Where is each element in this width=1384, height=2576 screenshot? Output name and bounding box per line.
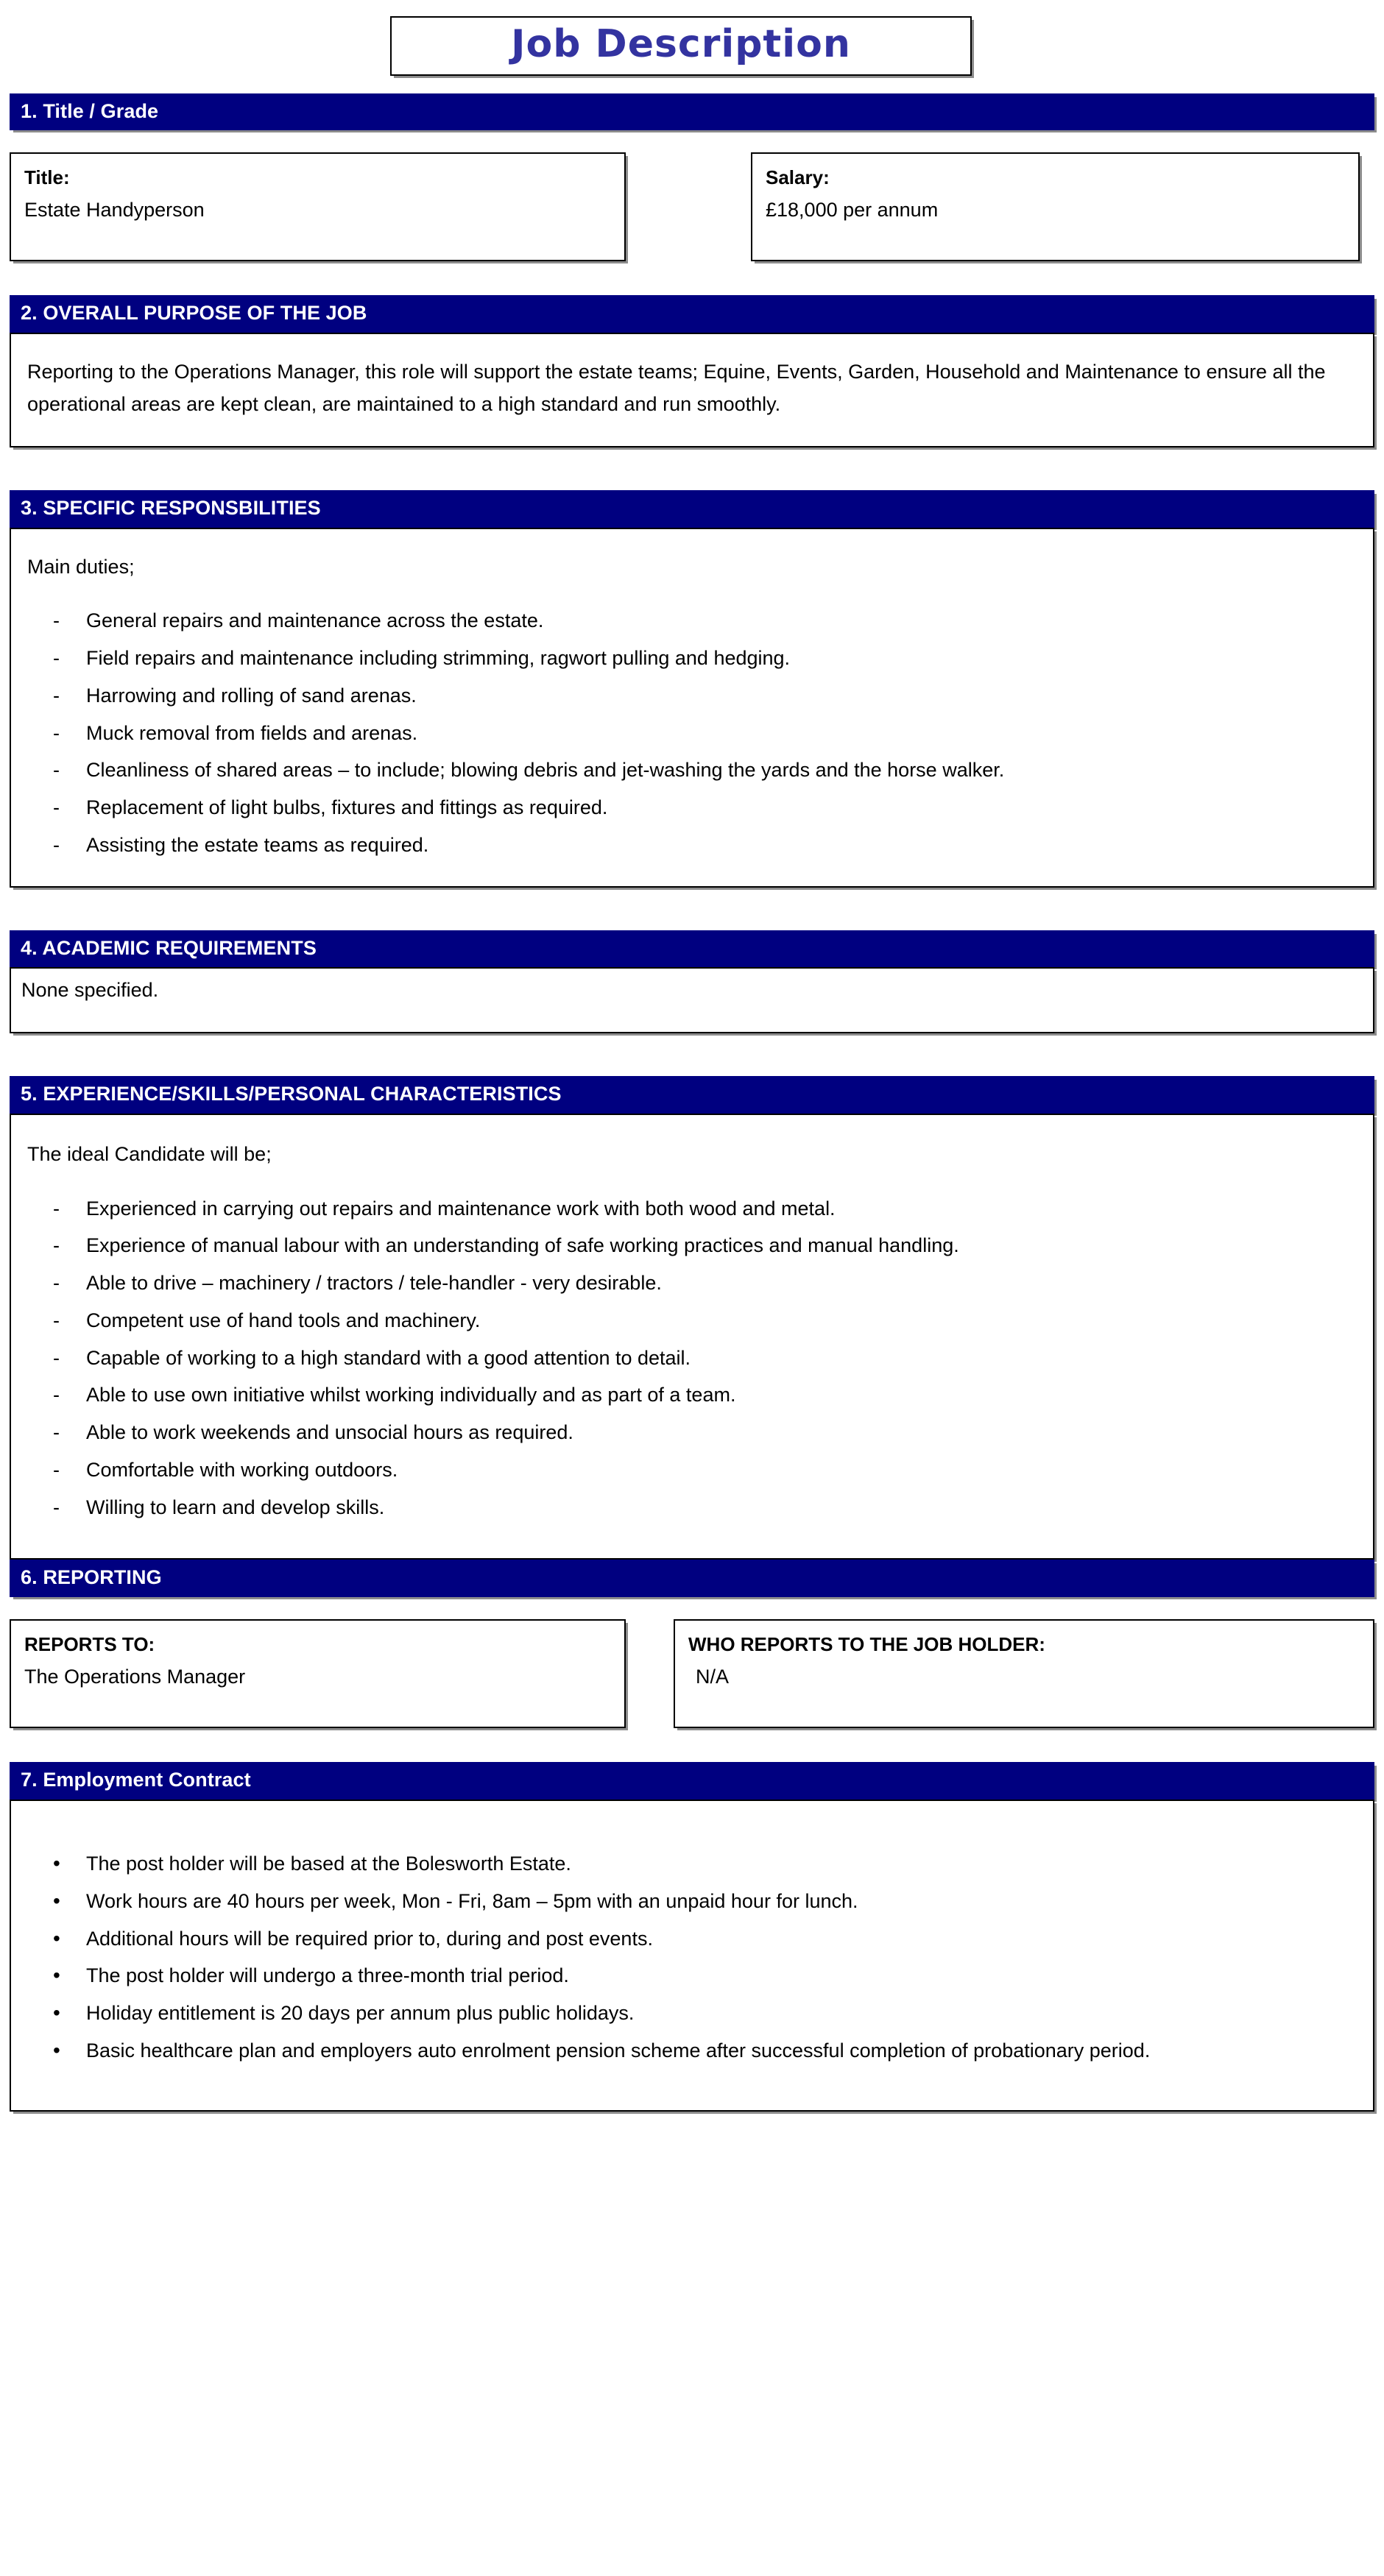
list-item: • Holiday entitlement is 20 days per annum plus public holidays. xyxy=(27,1998,1357,2030)
salary-field-box xyxy=(751,152,1360,261)
reports-to-label: REPORTS TO: xyxy=(24,1633,155,1656)
page-title: Job Description xyxy=(511,22,851,66)
spacer xyxy=(0,1033,1384,1076)
overall-purpose-text: Reporting to the Operations Manager, this role will support the estate teams; Equine, Events, Garden, Household and Maintenance to ensure all the operational areas are kept clean, are maintained to a high standard and run smoothly. xyxy=(27,361,1326,416)
responsibilities-list xyxy=(27,605,1357,861)
spacer xyxy=(0,130,1384,152)
salary-field-label: Salary: xyxy=(766,166,830,189)
list-item: • Work hours are 40 hours per week, Mon - Fri, 8am – 5pm with an unpaid hour for lunch. xyxy=(27,1886,1357,1918)
list-item: - Competent use of hand tools and machinery. xyxy=(27,1305,1357,1337)
section-heading-2-overall-purpose: 2. OVERALL PURPOSE OF THE JOB xyxy=(10,295,1374,333)
list-item: - Able to work weekends and unsocial hours as required. xyxy=(27,1417,1357,1449)
document-title-container xyxy=(0,0,1384,93)
experience-skills-box xyxy=(10,1114,1374,1560)
reporting-row xyxy=(10,1619,1374,1728)
spacer xyxy=(0,1597,1384,1619)
who-reports-to-job-holder-box xyxy=(674,1619,1374,1728)
list-item: - Willing to learn and develop skills. xyxy=(27,1492,1357,1524)
section-heading-1-title-grade: 1. Title / Grade xyxy=(10,93,1374,131)
document-title-box xyxy=(390,16,972,76)
list-item: - Assisting the estate teams as required. xyxy=(27,829,1357,862)
list-item: • The post holder will undergo a three-month trial period. xyxy=(27,1960,1357,1992)
experience-list xyxy=(27,1193,1357,1524)
section-heading-7-employment-contract: 7. Employment Contract xyxy=(10,1762,1374,1800)
section-heading-5-experience-skills: 5. EXPERIENCE/SKILLS/PERSONAL CHARACTERISTICS xyxy=(10,1076,1374,1114)
list-item: - Comfortable with working outdoors. xyxy=(27,1454,1357,1487)
list-item: - Experienced in carrying out repairs and maintenance work with both wood and metal. xyxy=(27,1193,1357,1225)
main-duties-lead: Main duties; xyxy=(27,555,135,578)
overall-purpose-box xyxy=(10,333,1374,447)
list-item: - Muck removal from fields and arenas. xyxy=(27,718,1357,750)
spacer xyxy=(0,447,1384,490)
who-reports-to-value: N/A xyxy=(696,1666,730,1688)
spacer xyxy=(0,888,1384,930)
list-item: • Additional hours will be required prior to, during and post events. xyxy=(27,1923,1357,1956)
section-heading-4-academic-requirements: 4. ACADEMIC REQUIREMENTS xyxy=(10,930,1374,968)
employment-contract-list xyxy=(27,1848,1357,2067)
ideal-candidate-lead: The ideal Candidate will be; xyxy=(27,1142,272,1165)
list-item: - Replacement of light bulbs, fixtures and fittings as required. xyxy=(27,792,1357,824)
section-heading-6-reporting: 6. REPORTING xyxy=(10,1560,1374,1597)
employment-contract-box xyxy=(10,1800,1374,2112)
list-item: - Cleanliness of shared areas – to include; blowing debris and jet-washing the yards and the horse walker. xyxy=(27,754,1357,787)
list-item: - Experience of manual labour with an understanding of safe working practices and manual handling. xyxy=(27,1230,1357,1262)
list-item: • Basic healthcare plan and employers auto enrolment pension scheme after successful completion of probationary period. xyxy=(27,2035,1357,2067)
title-field-label: Title: xyxy=(24,166,70,189)
list-item: - Able to use own initiative whilst working individually and as part of a team. xyxy=(27,1379,1357,1412)
spacer xyxy=(0,1728,1384,1762)
salary-field-value: £18,000 per annum xyxy=(766,199,939,222)
academic-requirements-box xyxy=(10,967,1374,1033)
title-field-value: Estate Handyperson xyxy=(24,199,205,222)
specific-responsibilities-box xyxy=(10,528,1374,888)
list-item: - Field repairs and maintenance including strimming, ragwort pulling and hedging. xyxy=(27,643,1357,675)
who-reports-to-label: WHO REPORTS TO THE JOB HOLDER: xyxy=(688,1633,1045,1656)
academic-requirements-text: None specified. xyxy=(21,979,159,1002)
section-heading-3-specific-responsibilities: 3. SPECIFIC RESPONSBILITIES xyxy=(10,490,1374,528)
spacer xyxy=(0,261,1384,295)
list-item: - Able to drive – machinery / tractors / tele-handler - very desirable. xyxy=(27,1267,1357,1300)
list-item: • The post holder will be based at the Bolesworth Estate. xyxy=(27,1848,1357,1880)
list-item: - General repairs and maintenance across the estate. xyxy=(27,605,1357,637)
title-grade-row xyxy=(10,152,1374,261)
title-field-box xyxy=(10,152,626,261)
reports-to-box xyxy=(10,1619,626,1728)
list-item: - Capable of working to a high standard with a good attention to detail. xyxy=(27,1342,1357,1375)
list-item: - Harrowing and rolling of sand arenas. xyxy=(27,680,1357,712)
reports-to-value: The Operations Manager xyxy=(24,1666,246,1688)
